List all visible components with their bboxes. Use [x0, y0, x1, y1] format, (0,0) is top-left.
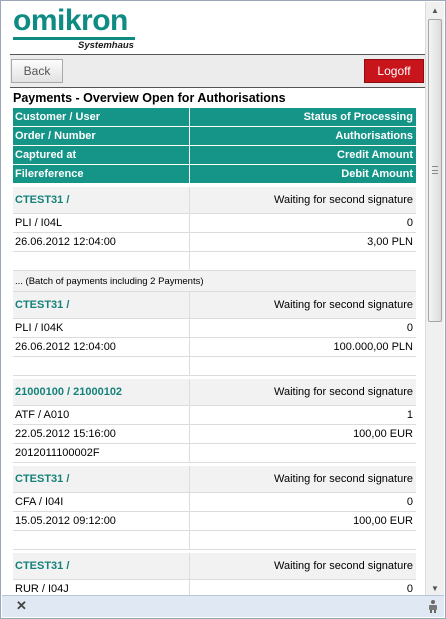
authorisations-cell: 0 [406, 217, 413, 229]
payment-row [13, 252, 416, 271]
order-number-cell: PLI / I04L [13, 214, 190, 232]
header-row [13, 127, 416, 146]
header-row [13, 108, 416, 127]
credit-amount-cell: 100,00 EUR [353, 428, 413, 440]
credit-amount-cell: 100.000,00 PLN [333, 341, 413, 353]
vertical-scrollbar[interactable] [425, 2, 444, 596]
logo-word: omikron [13, 4, 128, 37]
back-button[interactable]: Back [11, 59, 63, 83]
debit-amount-cell [190, 531, 416, 549]
order-number-cell: CFA / I04I [13, 493, 190, 511]
customer-user-link[interactable]: 21000100 / 21000102 [13, 379, 190, 405]
status-cell: Waiting for second signature [190, 187, 416, 213]
scrollbar-thumb[interactable] [428, 19, 442, 322]
payment-row [13, 233, 416, 252]
grip-icon [432, 166, 438, 174]
payment-row [13, 357, 416, 376]
bottom-status-bar [2, 595, 444, 617]
authorisations-cell: 0 [406, 322, 413, 334]
filereference-cell [13, 531, 190, 549]
authorisations-cell: 1 [406, 409, 413, 421]
payment-row [13, 319, 416, 338]
filereference-cell [13, 252, 190, 270]
authorisations-cell: 0 [406, 496, 413, 508]
header-captured-at: Captured at [13, 146, 190, 164]
captured-at-cell: 15.05.2012 09:12:00 [13, 512, 190, 530]
customer-user-link[interactable]: CTEST31 / [13, 466, 190, 492]
payment-row [13, 406, 416, 425]
payment-row[interactable] [13, 553, 416, 580]
captured-at-cell: 22.05.2012 15:16:00 [13, 425, 190, 443]
page-title: Payments - Overview Open for Authorisations [13, 91, 286, 105]
logo-subtitle: Systemhaus [78, 40, 134, 51]
debit-amount-cell [190, 357, 416, 375]
payment-row [13, 214, 416, 233]
page-content [10, 2, 425, 597]
order-number-cell: PLI / I04K [13, 319, 190, 337]
close-icon[interactable]: ✕ [16, 598, 27, 613]
credit-amount-cell: 100,00 EUR [353, 515, 413, 527]
scroll-up-arrow-icon[interactable]: ▲ [431, 5, 439, 15]
toolbar [10, 55, 425, 87]
status-cell: Waiting for second signature [190, 292, 416, 318]
scroll-down-arrow-icon[interactable]: ▼ [431, 583, 439, 593]
payment-row [13, 531, 416, 550]
status-cell: Waiting for second signature [190, 466, 416, 492]
header-order-number: Order / Number [13, 127, 190, 145]
customer-user-link[interactable]: CTEST31 / [13, 292, 190, 318]
payment-row[interactable] [13, 379, 416, 406]
payment-row [13, 425, 416, 444]
payment-row [13, 493, 416, 512]
captured-at-cell: 26.06.2012 12:04:00 [13, 338, 190, 356]
authorisations-cell: 0 [406, 583, 413, 595]
customer-user-link[interactable]: CTEST31 / [13, 187, 190, 213]
header-authorisations: Authorisations [335, 130, 413, 142]
payment-row [13, 338, 416, 357]
header-row [13, 146, 416, 165]
order-number-cell: RUR / I04J [13, 580, 190, 597]
accessibility-icon[interactable] [426, 599, 440, 614]
filereference-cell: 2012011100002F [13, 444, 190, 462]
batch-info[interactable]: ... (Batch of payments including 2 Payments) [13, 271, 416, 292]
payments-table [13, 108, 416, 597]
payment-row[interactable] [13, 187, 416, 214]
order-number-cell: ATF / A010 [13, 406, 190, 424]
debit-amount-cell [190, 252, 416, 270]
header-debit-amount: Debit Amount [341, 168, 413, 180]
payment-row [13, 512, 416, 531]
payment-row[interactable] [13, 466, 416, 493]
header-row [13, 165, 416, 184]
payment-row[interactable] [13, 292, 416, 319]
company-logo [10, 2, 425, 54]
captured-at-cell: 26.06.2012 12:04:00 [13, 233, 190, 251]
header-customer-user: Customer / User [13, 108, 190, 126]
status-cell: Waiting for second signature [190, 553, 416, 579]
header-filereference: Filereference [13, 165, 190, 183]
payment-row [13, 444, 416, 463]
credit-amount-cell: 3,00 PLN [367, 236, 413, 248]
filereference-cell [13, 357, 190, 375]
status-cell: Waiting for second signature [190, 379, 416, 405]
header-credit-amount: Credit Amount [337, 149, 413, 161]
logoff-button[interactable]: Logoff [364, 59, 424, 83]
debit-amount-cell [190, 444, 416, 462]
customer-user-link[interactable]: CTEST31 / [13, 553, 190, 579]
header-status: Status of Processing [303, 111, 413, 123]
